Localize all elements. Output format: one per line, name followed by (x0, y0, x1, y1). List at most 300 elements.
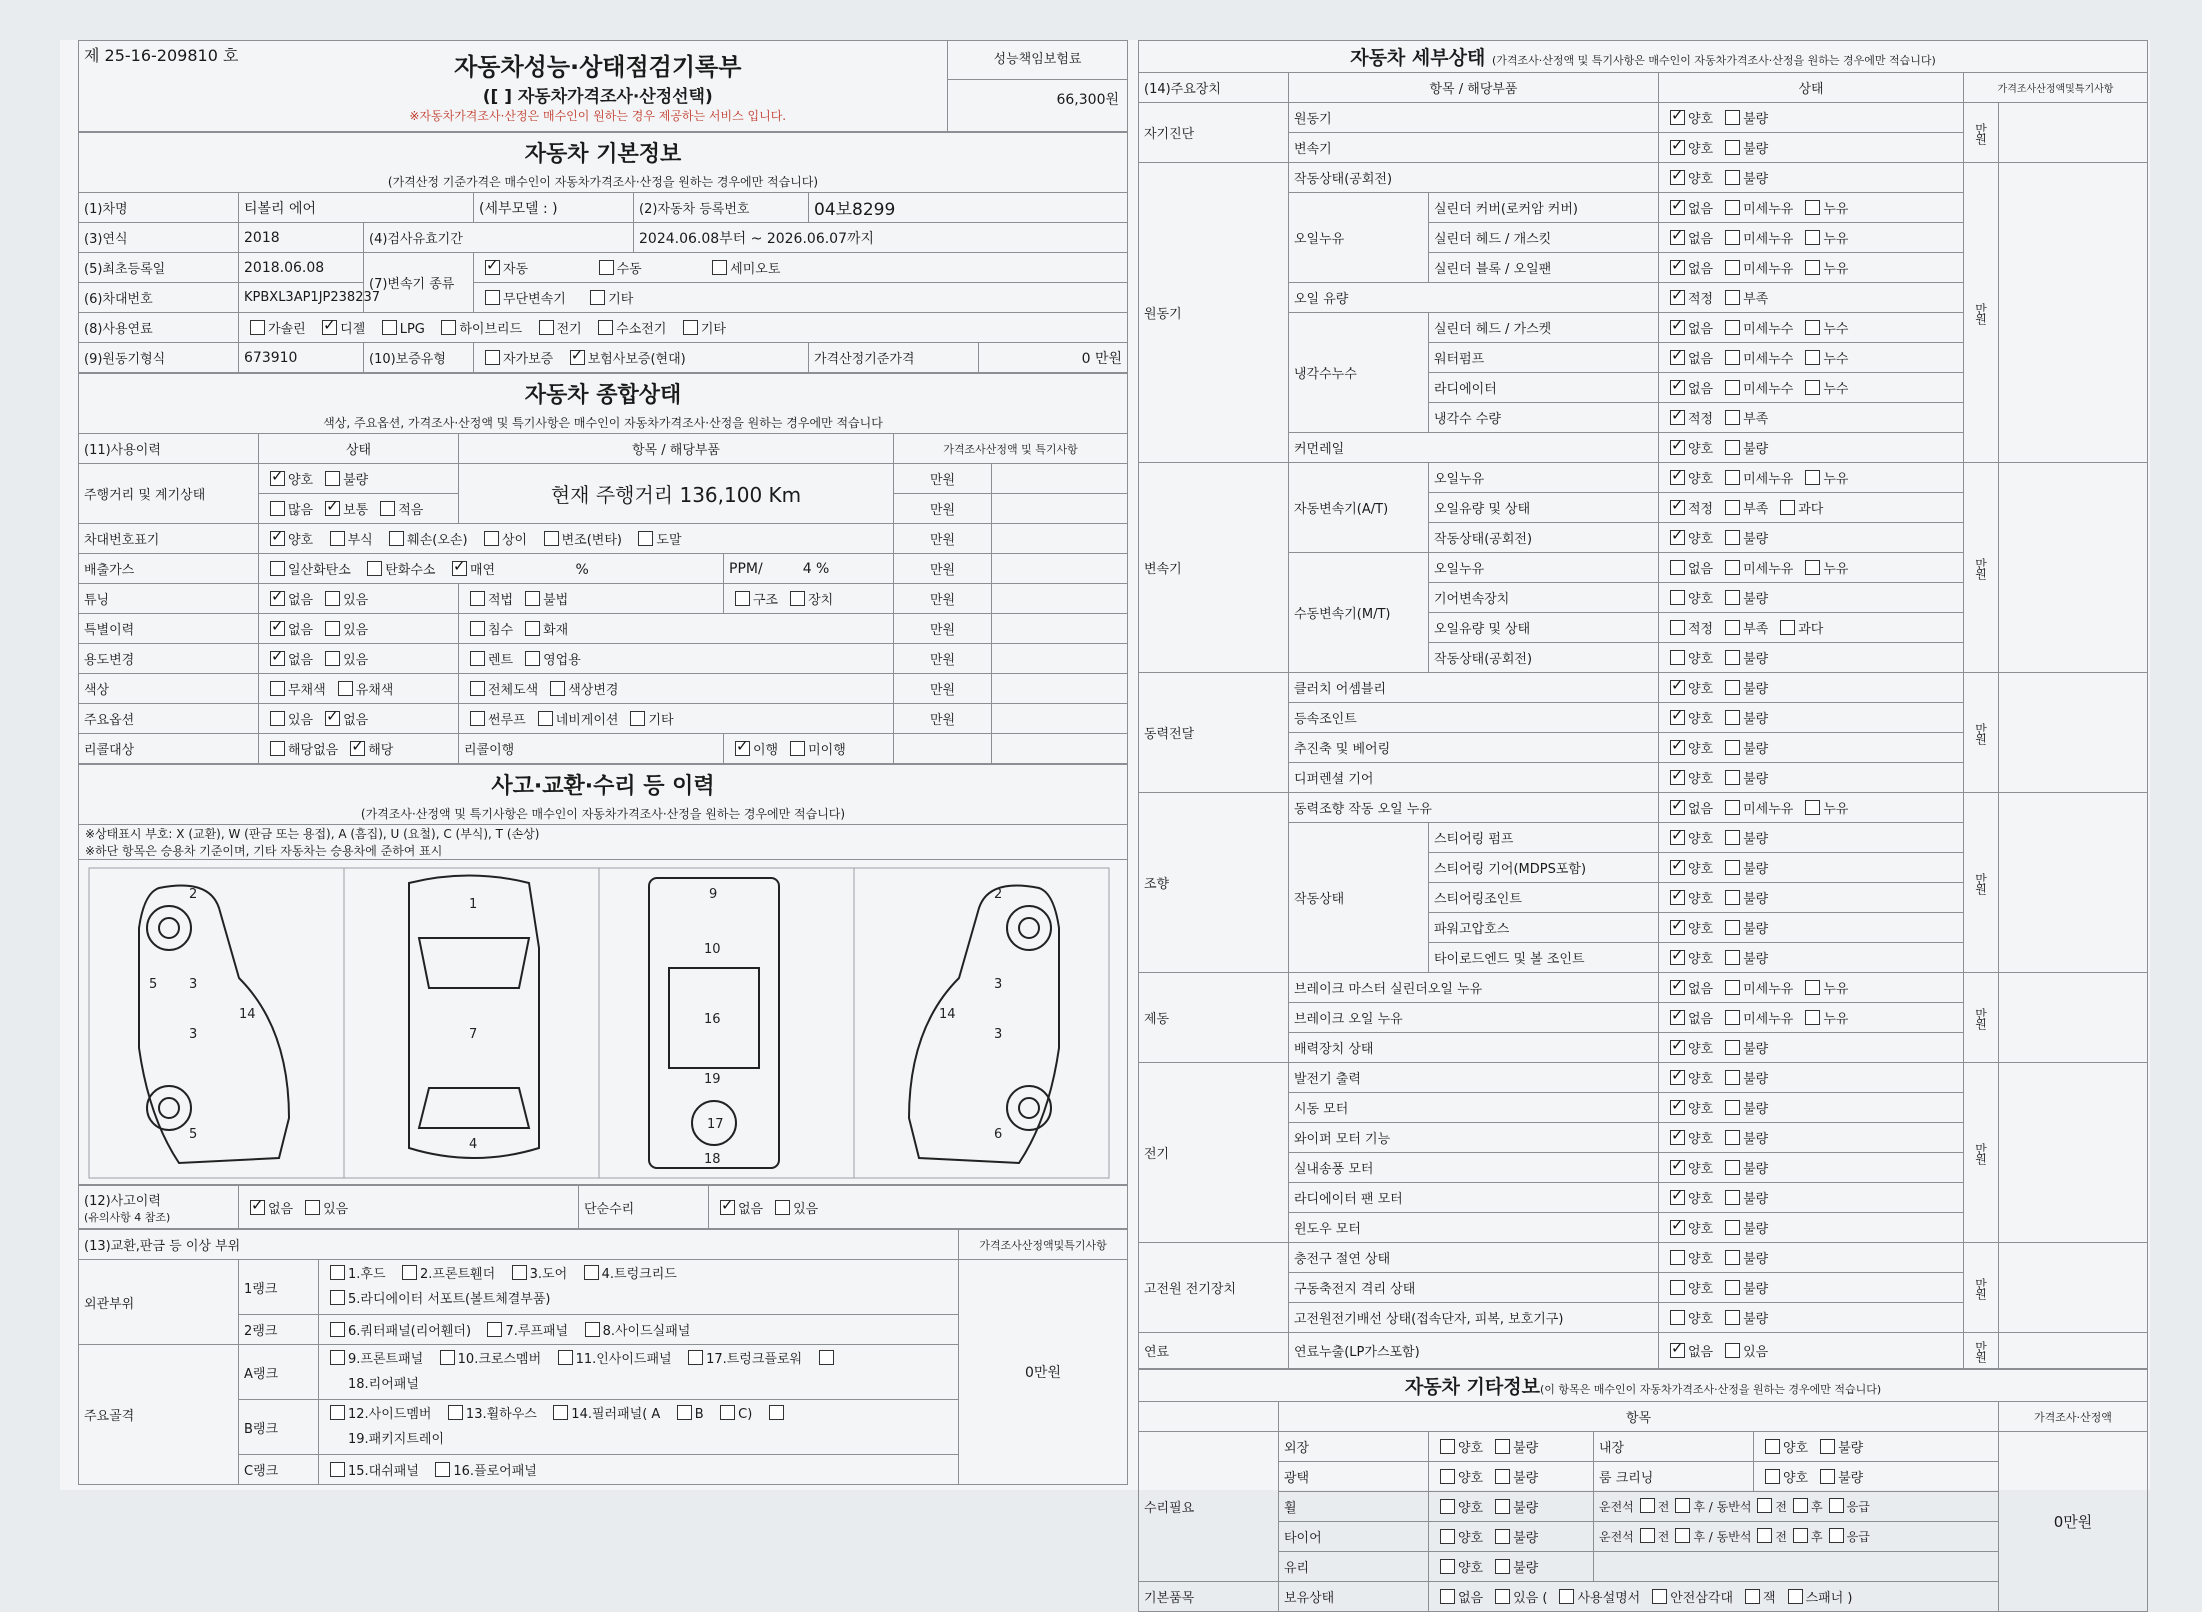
checkbox-icon[interactable] (1670, 350, 1685, 365)
checkbox-icon[interactable] (1440, 1559, 1455, 1574)
state-option-label: 미세누수 (1743, 382, 1794, 397)
checkbox-icon[interactable] (1670, 1250, 1685, 1265)
checkbox-icon[interactable] (1725, 440, 1740, 455)
checkbox-icon[interactable] (389, 531, 404, 546)
checkbox-icon[interactable] (452, 561, 467, 576)
checkbox-icon[interactable] (1670, 1010, 1685, 1025)
checkbox-icon[interactable] (1725, 1130, 1740, 1145)
checkbox-icon[interactable] (819, 1350, 834, 1365)
checkbox-icon[interactable] (1725, 1190, 1740, 1205)
checkbox-icon[interactable] (1725, 740, 1740, 755)
checkbox-icon[interactable] (1725, 530, 1740, 545)
opt-exists: 있음 (343, 593, 369, 608)
checkbox-icon[interactable] (599, 260, 614, 275)
checkbox-icon[interactable] (1670, 740, 1685, 755)
checkbox-icon[interactable] (1725, 620, 1740, 635)
checkbox-icon[interactable] (325, 651, 340, 666)
checkbox-icon[interactable] (470, 621, 485, 636)
checkbox-icon[interactable] (380, 501, 395, 516)
checkbox-icon[interactable] (485, 290, 500, 305)
checkbox-icon[interactable] (322, 320, 337, 335)
plate-label: 차대번호표기 (79, 524, 259, 554)
checkbox-icon[interactable] (441, 320, 456, 335)
checkbox-icon[interactable] (330, 1405, 345, 1420)
checkbox-icon[interactable] (1725, 200, 1740, 215)
checkbox-icon[interactable] (550, 681, 565, 696)
detail-item-label: 실린더 헤드 / 개스킷 (1429, 223, 1659, 253)
checkbox-icon[interactable] (1725, 380, 1740, 395)
checkbox-icon[interactable] (1725, 800, 1740, 815)
checkbox-icon[interactable] (435, 1462, 450, 1477)
checkbox-icon[interactable] (470, 651, 485, 666)
checkbox-icon[interactable] (1725, 590, 1740, 605)
checkbox-icon[interactable] (590, 290, 605, 305)
checkbox-icon[interactable] (558, 1350, 573, 1365)
checkbox-icon[interactable] (325, 471, 340, 486)
state-option-label: 없음 (1688, 1345, 1714, 1360)
state-option-label: 없음 (1688, 352, 1714, 367)
checkbox-icon[interactable] (250, 320, 265, 335)
checkbox-icon[interactable] (720, 1200, 735, 1215)
checkbox-icon[interactable] (1670, 1070, 1685, 1085)
state-option-label: 누유 (1823, 232, 1849, 247)
checkbox-icon[interactable] (270, 501, 285, 516)
checkbox-icon[interactable] (1725, 770, 1740, 785)
checkbox-icon[interactable] (1725, 710, 1740, 725)
checkbox-icon[interactable] (250, 1200, 265, 1215)
checkbox-icon[interactable] (1745, 1589, 1760, 1604)
trans-semi: 세미오토 (730, 262, 781, 277)
emission-hc: 탄화수소 (385, 563, 436, 578)
checkbox-icon[interactable] (1757, 1498, 1772, 1513)
checkbox-icon[interactable] (769, 1405, 784, 1420)
checkbox-icon[interactable] (270, 471, 285, 486)
checkbox-icon[interactable] (584, 1265, 599, 1280)
detail-item-label: 동력조향 작동 오일 누유 (1289, 793, 1659, 823)
checkbox-icon[interactable] (1805, 1010, 1820, 1025)
checkbox-icon[interactable] (1805, 470, 1820, 485)
checkbox-icon[interactable] (1670, 1220, 1685, 1235)
detail-item-label: 작동상태(공회전) (1429, 643, 1659, 673)
checkbox-icon[interactable] (1670, 590, 1685, 605)
opt-exists: 있음 (323, 1201, 349, 1217)
detail-item-label: 실린더 헤드 / 가스켓 (1429, 313, 1659, 343)
detail-item-label: 스티어링조인트 (1429, 883, 1659, 913)
checkbox-icon[interactable] (525, 621, 540, 636)
checkbox-icon[interactable] (1670, 710, 1685, 725)
checkbox-icon[interactable] (1440, 1529, 1455, 1544)
checkbox-icon[interactable] (1495, 1529, 1510, 1544)
checkbox-icon[interactable] (1670, 770, 1685, 785)
checkbox-icon[interactable] (485, 260, 500, 275)
opt-good: 양호 (288, 473, 314, 488)
checkbox-icon[interactable] (1670, 110, 1685, 125)
checkbox-icon[interactable] (1725, 1160, 1740, 1175)
checkbox-icon[interactable] (1495, 1589, 1510, 1604)
checkbox-icon[interactable] (1670, 260, 1685, 275)
checkbox-icon[interactable] (1820, 1439, 1835, 1454)
checkbox-icon[interactable] (585, 1322, 600, 1337)
state-option-label: 없음 (1688, 982, 1714, 997)
checkbox-icon[interactable] (538, 711, 553, 726)
checkbox-icon[interactable] (1725, 1343, 1740, 1358)
state-option-label: 양호 (1688, 1072, 1714, 1087)
checkbox-icon[interactable] (1670, 530, 1685, 545)
state-option-label: 불량 (1743, 862, 1769, 877)
state-option-label: 불량 (1743, 712, 1769, 727)
checkbox-icon[interactable] (553, 1405, 568, 1420)
checkbox-icon[interactable] (1670, 320, 1685, 335)
checkbox-icon[interactable] (1805, 350, 1820, 365)
state-option-label: 불량 (1743, 682, 1769, 697)
checkbox-icon[interactable] (1725, 110, 1740, 125)
checkbox-icon[interactable] (1805, 380, 1820, 395)
state-option-label: 불량 (1743, 1162, 1769, 1177)
checkbox-icon[interactable] (1725, 650, 1740, 665)
checkbox-icon[interactable] (1670, 440, 1685, 455)
opt-normal: 보통 (343, 503, 369, 518)
checkbox-icon[interactable] (1780, 500, 1795, 515)
checkbox-icon[interactable] (1559, 1589, 1574, 1604)
checkbox-icon[interactable] (1670, 230, 1685, 245)
opt-good: 양호 (1458, 1561, 1484, 1576)
checkbox-icon[interactable] (1670, 980, 1685, 995)
state-option-label: 미세누유 (1743, 262, 1794, 277)
checkbox-icon[interactable] (1670, 1310, 1685, 1325)
checkbox-icon[interactable] (1725, 170, 1740, 185)
checkbox-icon[interactable] (270, 591, 285, 606)
part-label: 3 (994, 1027, 1003, 1042)
checkbox-icon[interactable] (1793, 1528, 1808, 1543)
checkbox-icon[interactable] (1670, 860, 1685, 875)
checkbox-icon[interactable] (1670, 170, 1685, 185)
checkbox-icon[interactable] (470, 681, 485, 696)
checkbox-icon[interactable] (790, 741, 805, 756)
checkbox-icon[interactable] (677, 1405, 692, 1420)
plate-good: 양호 (288, 533, 314, 548)
detail-state-options (1659, 1243, 1964, 1273)
checkbox-icon[interactable] (712, 260, 727, 275)
rankA-items (319, 1345, 959, 1400)
checkbox-icon[interactable] (1805, 260, 1820, 275)
detail-row (1139, 1243, 2148, 1273)
checkbox-icon[interactable] (1670, 200, 1685, 215)
checkbox-icon[interactable] (1652, 1589, 1667, 1604)
checkbox-icon[interactable] (1495, 1499, 1510, 1514)
checkbox-icon[interactable] (1765, 1439, 1780, 1454)
tire-opts (1429, 1522, 1594, 1552)
checkbox-icon[interactable] (1725, 1010, 1740, 1025)
checkbox-icon[interactable] (338, 681, 353, 696)
checkbox-icon[interactable] (1725, 500, 1740, 515)
checkbox-icon[interactable] (1805, 800, 1820, 815)
opt-achromatic: 무채색 (288, 683, 326, 698)
detail-state-options (1659, 223, 1964, 253)
checkbox-icon[interactable] (270, 531, 285, 546)
checkbox-icon[interactable] (485, 350, 500, 365)
part-label: 3 (189, 1027, 198, 1042)
state-option-label: 누유 (1823, 1012, 1849, 1027)
checkbox-icon[interactable] (1670, 920, 1685, 935)
checkbox-icon[interactable] (1670, 1130, 1685, 1145)
checkbox-icon[interactable] (470, 711, 485, 726)
unit-label: 만원 (1964, 463, 1999, 673)
state-option-label: 양호 (1688, 1162, 1714, 1177)
checkbox-icon[interactable] (735, 741, 750, 756)
checkbox-icon[interactable] (1670, 140, 1685, 155)
options-types (459, 704, 894, 734)
checkbox-icon[interactable] (1725, 1310, 1740, 1325)
checkbox-icon[interactable] (688, 1350, 703, 1365)
detail-item-label: 냉각수 수량 (1429, 403, 1659, 433)
checkbox-icon[interactable] (1725, 260, 1740, 275)
checkbox-icon[interactable] (325, 501, 340, 516)
checkbox-icon[interactable] (598, 320, 613, 335)
checkbox-icon[interactable] (1805, 560, 1820, 575)
checkbox-icon[interactable] (1675, 1498, 1690, 1513)
detail-item-label: 워터펌프 (1429, 343, 1659, 373)
checkbox-icon[interactable] (1670, 950, 1685, 965)
state-option-label: 없음 (1688, 802, 1714, 817)
checkbox-icon[interactable] (525, 591, 540, 606)
tire-positions: 운전석 전 후 / 동반석 전 후 응급 (1594, 1522, 1999, 1552)
checkbox-icon[interactable] (1780, 620, 1795, 635)
checkbox-icon[interactable] (270, 621, 285, 636)
checkbox-icon[interactable] (1725, 140, 1740, 155)
checkbox-icon[interactable] (330, 1462, 345, 1477)
checkbox-icon[interactable] (484, 531, 499, 546)
checkbox-icon[interactable] (1670, 1280, 1685, 1295)
detail-state-options (1659, 823, 1964, 853)
checkbox-icon[interactable] (735, 591, 750, 606)
checkbox-icon[interactable] (325, 711, 340, 726)
checkbox-icon[interactable] (1670, 560, 1685, 575)
unit-label: 만원 (1964, 163, 1999, 463)
checkbox-icon[interactable] (330, 1290, 345, 1305)
usage-change-state (259, 644, 459, 674)
checkbox-icon[interactable] (1495, 1559, 1510, 1574)
state-option-label: 양호 (1688, 1132, 1714, 1147)
checkbox-icon[interactable] (1670, 410, 1685, 425)
checkbox-icon[interactable] (1725, 1220, 1740, 1235)
state-option-label: 양호 (1688, 652, 1714, 667)
checkbox-icon[interactable] (1725, 560, 1740, 575)
checkbox-icon[interactable] (1725, 920, 1740, 935)
state-option-label: 누유 (1823, 982, 1849, 997)
interior-label: 내장 (1594, 1432, 1754, 1462)
checkbox-icon[interactable] (1670, 1190, 1685, 1205)
checkbox-icon[interactable] (1640, 1498, 1655, 1513)
checkbox-icon[interactable] (367, 561, 382, 576)
checkbox-icon[interactable] (1829, 1528, 1844, 1543)
checkbox-icon[interactable] (525, 651, 540, 666)
checkbox-icon[interactable] (382, 320, 397, 335)
overall-note: 색상, 주요옵션, 가격조사·산정액 및 특기사항은 매수인이 자동차가격조사·산정을 원하는 경우에만 적습니다 (79, 412, 1128, 434)
checkbox-icon[interactable] (1670, 1100, 1685, 1115)
checkbox-icon[interactable] (512, 1265, 527, 1280)
checkbox-icon[interactable] (1765, 1469, 1780, 1484)
checkbox-icon[interactable] (270, 561, 285, 576)
part-label: 1 (469, 897, 478, 912)
checkbox-icon[interactable] (1670, 500, 1685, 515)
checkbox-icon[interactable] (790, 591, 805, 606)
detail-state-options (1659, 103, 1964, 133)
car-name-value: 티볼리 에어 (239, 193, 474, 223)
plate-damage: 훼손(오손) (407, 533, 468, 548)
checkbox-icon[interactable] (330, 1265, 345, 1280)
checkbox-icon[interactable] (1757, 1528, 1772, 1543)
checkbox-icon[interactable] (1440, 1589, 1455, 1604)
checkbox-icon[interactable] (1670, 470, 1685, 485)
trans-options-2 (474, 283, 1128, 313)
checkbox-icon[interactable] (448, 1405, 463, 1420)
checkbox-icon[interactable] (1725, 230, 1740, 245)
checkbox-icon[interactable] (1725, 1280, 1740, 1295)
checkbox-icon[interactable] (1829, 1498, 1844, 1513)
checkbox-icon[interactable] (402, 1265, 417, 1280)
checkbox-icon[interactable] (487, 1322, 502, 1337)
checkbox-icon[interactable] (1670, 380, 1685, 395)
checkbox-icon[interactable] (325, 621, 340, 636)
checkbox-icon[interactable] (470, 591, 485, 606)
detail-state-options (1659, 1303, 1964, 1333)
state-option-label: 불량 (1743, 172, 1769, 187)
checkbox-icon[interactable] (638, 531, 653, 546)
checkbox-icon[interactable] (325, 591, 340, 606)
detail-subgroup-label: 수동변속기(M/T) (1289, 553, 1429, 673)
state-option-label: 불량 (1743, 772, 1769, 787)
checkbox-icon[interactable] (1725, 830, 1740, 845)
checkbox-icon[interactable] (1725, 950, 1740, 965)
part-wheel-house: 13.휠하우스 (465, 1407, 537, 1422)
checkbox-icon[interactable] (1670, 680, 1685, 695)
state-option-label: 불량 (1743, 742, 1769, 757)
checkbox-icon[interactable] (1725, 680, 1740, 695)
state-option-label: 누수 (1823, 322, 1849, 337)
state-option-label: 미세누유 (1743, 232, 1794, 247)
checkbox-icon[interactable] (1725, 1070, 1740, 1085)
checkbox-icon[interactable] (1725, 860, 1740, 875)
state-option-label: 없음 (1688, 562, 1714, 577)
checkbox-icon[interactable] (1670, 800, 1685, 815)
checkbox-icon[interactable] (1820, 1469, 1835, 1484)
checkbox-icon[interactable] (1670, 650, 1685, 665)
checkbox-icon[interactable] (330, 1322, 345, 1337)
checkbox-icon[interactable] (1670, 890, 1685, 905)
checkbox-icon[interactable] (1440, 1469, 1455, 1484)
checkbox-icon[interactable] (1805, 200, 1820, 215)
emission-value: 4 % (802, 560, 830, 577)
checkbox-icon[interactable] (1725, 1040, 1740, 1055)
detail-item-label: 작동상태(공회전) (1429, 523, 1659, 553)
checkbox-icon[interactable] (1805, 980, 1820, 995)
checkbox-icon[interactable] (1440, 1439, 1455, 1454)
checkbox-icon[interactable] (1670, 1343, 1685, 1358)
checkbox-icon[interactable] (350, 741, 365, 756)
checkbox-icon[interactable] (270, 651, 285, 666)
checkbox-icon[interactable] (570, 350, 585, 365)
checkbox-icon[interactable] (630, 711, 645, 726)
checkbox-icon[interactable] (1805, 230, 1820, 245)
fuel-diesel: 디젤 (340, 322, 366, 337)
checkbox-icon[interactable] (544, 531, 559, 546)
checkbox-icon[interactable] (1788, 1589, 1803, 1604)
checkbox-icon[interactable] (1725, 350, 1740, 365)
usage-change-label: 용도변경 (79, 644, 259, 674)
detail-state-options (1659, 463, 1964, 493)
detail-state-options (1659, 373, 1964, 403)
state-option-label: 양호 (1688, 742, 1714, 757)
part-floor-panel: 16.플로어패널 (453, 1464, 537, 1479)
state-option-label: 불량 (1743, 652, 1769, 667)
rank2-label: 2랭크 (239, 1315, 319, 1345)
detail-item-label: 작동상태(공회전) (1289, 163, 1659, 193)
checkbox-icon[interactable] (1670, 290, 1685, 305)
checkbox-icon[interactable] (1670, 830, 1685, 845)
checkbox-icon[interactable] (1725, 470, 1740, 485)
part-quarter-panel: 6.쿼터패널(리어휀더) (348, 1324, 472, 1339)
checkbox-icon[interactable] (305, 1200, 320, 1215)
history-note: (유의사항 4 참조) (84, 1210, 171, 1224)
checkbox-icon[interactable] (440, 1350, 455, 1365)
checkbox-icon[interactable] (270, 681, 285, 696)
rankB-items (319, 1400, 959, 1455)
checkbox-icon[interactable] (1725, 410, 1740, 425)
state-option-label: 양호 (1688, 1222, 1714, 1237)
detail-subgroup-label: 오일누유 (1289, 193, 1429, 283)
checkbox-icon[interactable] (1725, 320, 1740, 335)
checkbox-icon[interactable] (270, 741, 285, 756)
part-pillar-b: B (694, 1407, 704, 1422)
part-label: 14 (939, 1007, 956, 1022)
opt-none: 없음 (268, 1201, 294, 1217)
checkbox-icon[interactable] (1640, 1528, 1655, 1543)
detail-item-label: 배력장치 상태 (1289, 1033, 1659, 1063)
checkbox-icon[interactable] (330, 531, 345, 546)
detail-item-label: 고전원전기배선 상태(접속단자, 피복, 보호기구) (1289, 1303, 1659, 1333)
checkbox-icon[interactable] (720, 1405, 735, 1420)
emission-values (724, 554, 894, 584)
checkbox-icon[interactable] (1670, 620, 1685, 635)
checkbox-icon[interactable] (270, 711, 285, 726)
pos-driver: 운전석 (1599, 1530, 1634, 1544)
recall-label: 리콜대상 (79, 734, 259, 764)
checkbox-icon[interactable] (1440, 1499, 1455, 1514)
checkbox-icon[interactable] (539, 320, 554, 335)
checkbox-icon[interactable] (1793, 1498, 1808, 1513)
part-front-panel: 9.프론트패널 (348, 1352, 424, 1367)
checkbox-icon[interactable] (1805, 320, 1820, 335)
state-option-label: 불량 (1743, 832, 1769, 847)
checkbox-icon[interactable] (1675, 1528, 1690, 1543)
checkbox-icon[interactable] (1495, 1469, 1510, 1484)
unit-label: 만원 (894, 464, 992, 494)
checkbox-icon[interactable] (775, 1200, 790, 1215)
checkbox-icon[interactable] (1495, 1439, 1510, 1454)
checkbox-icon[interactable] (683, 320, 698, 335)
checkbox-icon[interactable] (1725, 890, 1740, 905)
checkbox-icon[interactable] (1725, 1100, 1740, 1115)
checkbox-icon[interactable] (1725, 980, 1740, 995)
gloss-opts (1429, 1462, 1594, 1492)
checkbox-icon[interactable] (1725, 1250, 1740, 1265)
checkbox-icon[interactable] (1670, 1040, 1685, 1055)
checkbox-icon[interactable] (1725, 290, 1740, 305)
checkbox-icon[interactable] (1670, 1160, 1685, 1175)
detail-price-cell (1999, 163, 2148, 463)
checkbox-icon[interactable] (330, 1350, 345, 1365)
fuel-gasoline: 가솔린 (268, 322, 306, 337)
